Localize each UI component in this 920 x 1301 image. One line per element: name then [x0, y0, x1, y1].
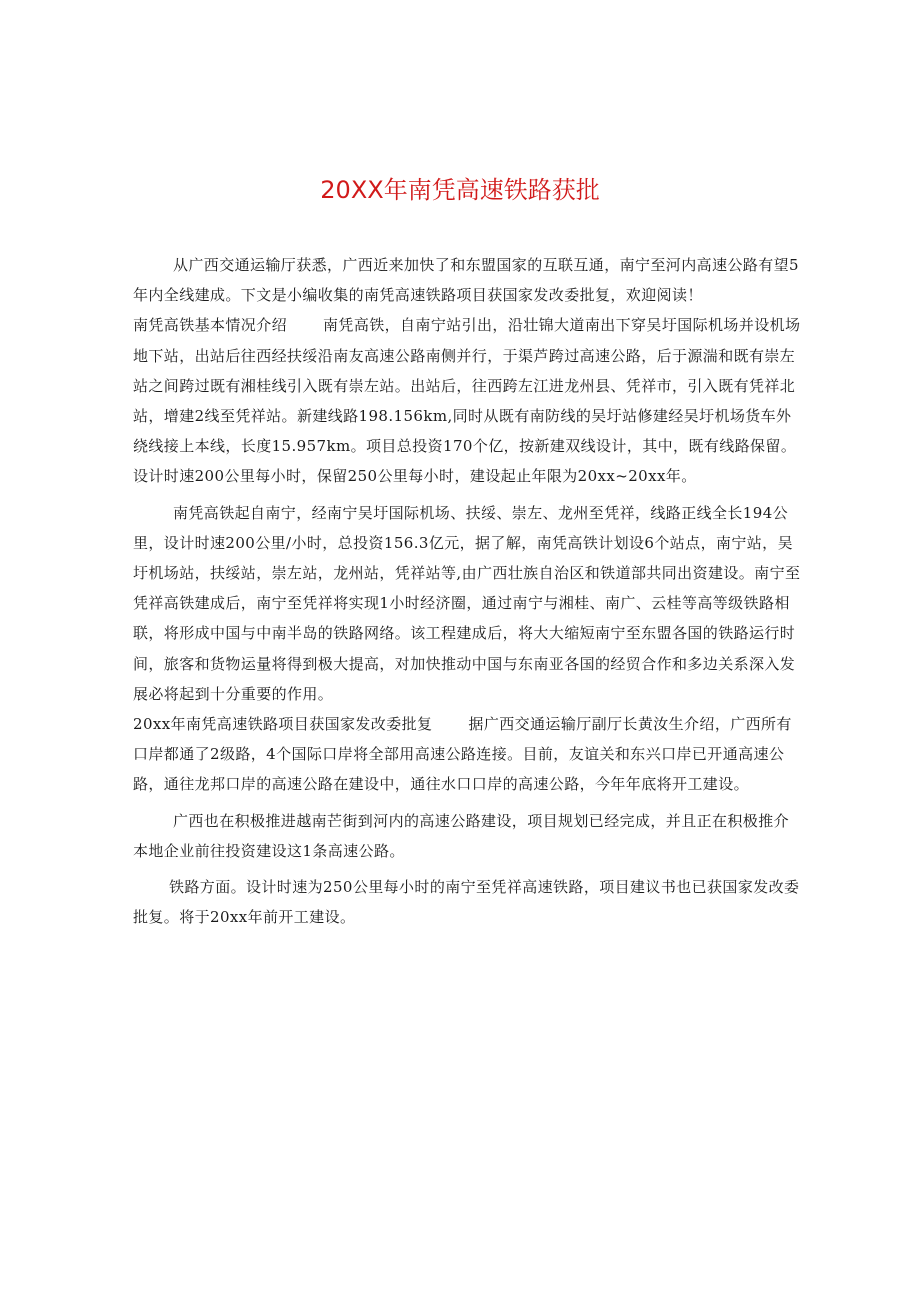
- document-body: [133, 250, 803, 932]
- paragraph-3: 广西也在积极推进越南芒街到河内的高速公路建设，项目规划已经完成，并且正在积极推介本地企业前往投资建设这1条高速公路。: [133, 811, 790, 860]
- document-title: 20XX年南凭高速铁路获批: [320, 176, 600, 204]
- section1-heading: 南凭高铁基本情况介绍: [133, 316, 288, 335]
- section2-paragraph: [133, 709, 803, 800]
- intro-paragraph: 从广西交通运输厅获悉，广西近来加快了和东盟国家的互联互通，南宁至河内高速公路有望5年内全线建成。下文是小编收集的南凭高速铁路项目获国家发改委批复，欢迎阅读！: [133, 256, 799, 305]
- section1-body: 南凭高铁，自南宁站引出，沿壮锦大道南出下穿吴圩国际机场并设机场地下站，出站后往西经扶绥沿南友高速公路南侧并行，于渠芦跨过高速公路，后于源湍和既有崇左站之间跨过既有湘桂线引入既有崇左站。出站后，往西跨左江进龙州县、凭祥市，引入既有凭祥北站，增建2线至凭祥站。新建线路198.156km,同时从既有南防线的吴圩站修建经吴圩机场货车外绕线接上本线，长度15.957km。项目总投资170个亿，按新建双线设计，其中，既有线路保留。设计时速200公里每小时，保留250公里每小时，建设起止年限为20xx~20xx年。: [133, 316, 801, 486]
- paragraph-2: 南凭高铁起自南宁，经南宁吴圩国际机场、扶绥、崇左、龙州至凭祥，线路正线全长194公里，设计时速200公里/小时，总投资156.3亿元，据了解，南凭高铁计划设6个站点，南宁站，吴圩机场站，扶绥站，崇左站，龙州站，凭祥站等,由广西壮族自治区和铁道部共同出资建设。南宁至凭祥高铁建成后，南宁至凭祥将实现1小时经济圈，通过南宁与湘桂、南广、云桂等高等级铁路相联，将形成中国与中南半岛的铁路网络。该工程建成后，将大大缩短南宁至东盟各国的铁路运行时间，旅客和货物运量将得到极大提高，对加快推动中国与东南亚各国的经贸合作和多边关系深入发展必将起到十分重要的作用。: [133, 503, 801, 703]
- paragraph-4: 铁路方面。设计时速为250公里每小时的南宁至凭祥高速铁路，项目建议书也已获国家发改委批复。将于20xx年前开工建设。: [133, 878, 800, 927]
- section2-body: 据广西交通运输厅副厅长黄汝生介绍，广西所有口岸都通了2级路，4个国际口岸将全部用高速公路连接。目前，友谊关和东兴口岸已开通高速公路，通往龙邦口岸的高速公路在建设中，通往水口口岸的高速公路，今年年底将开工建设。: [133, 715, 792, 794]
- section2-heading: 20xx年南凭高速铁路项目获国家发改委批复: [133, 715, 433, 734]
- section1-paragraph: [133, 310, 803, 491]
